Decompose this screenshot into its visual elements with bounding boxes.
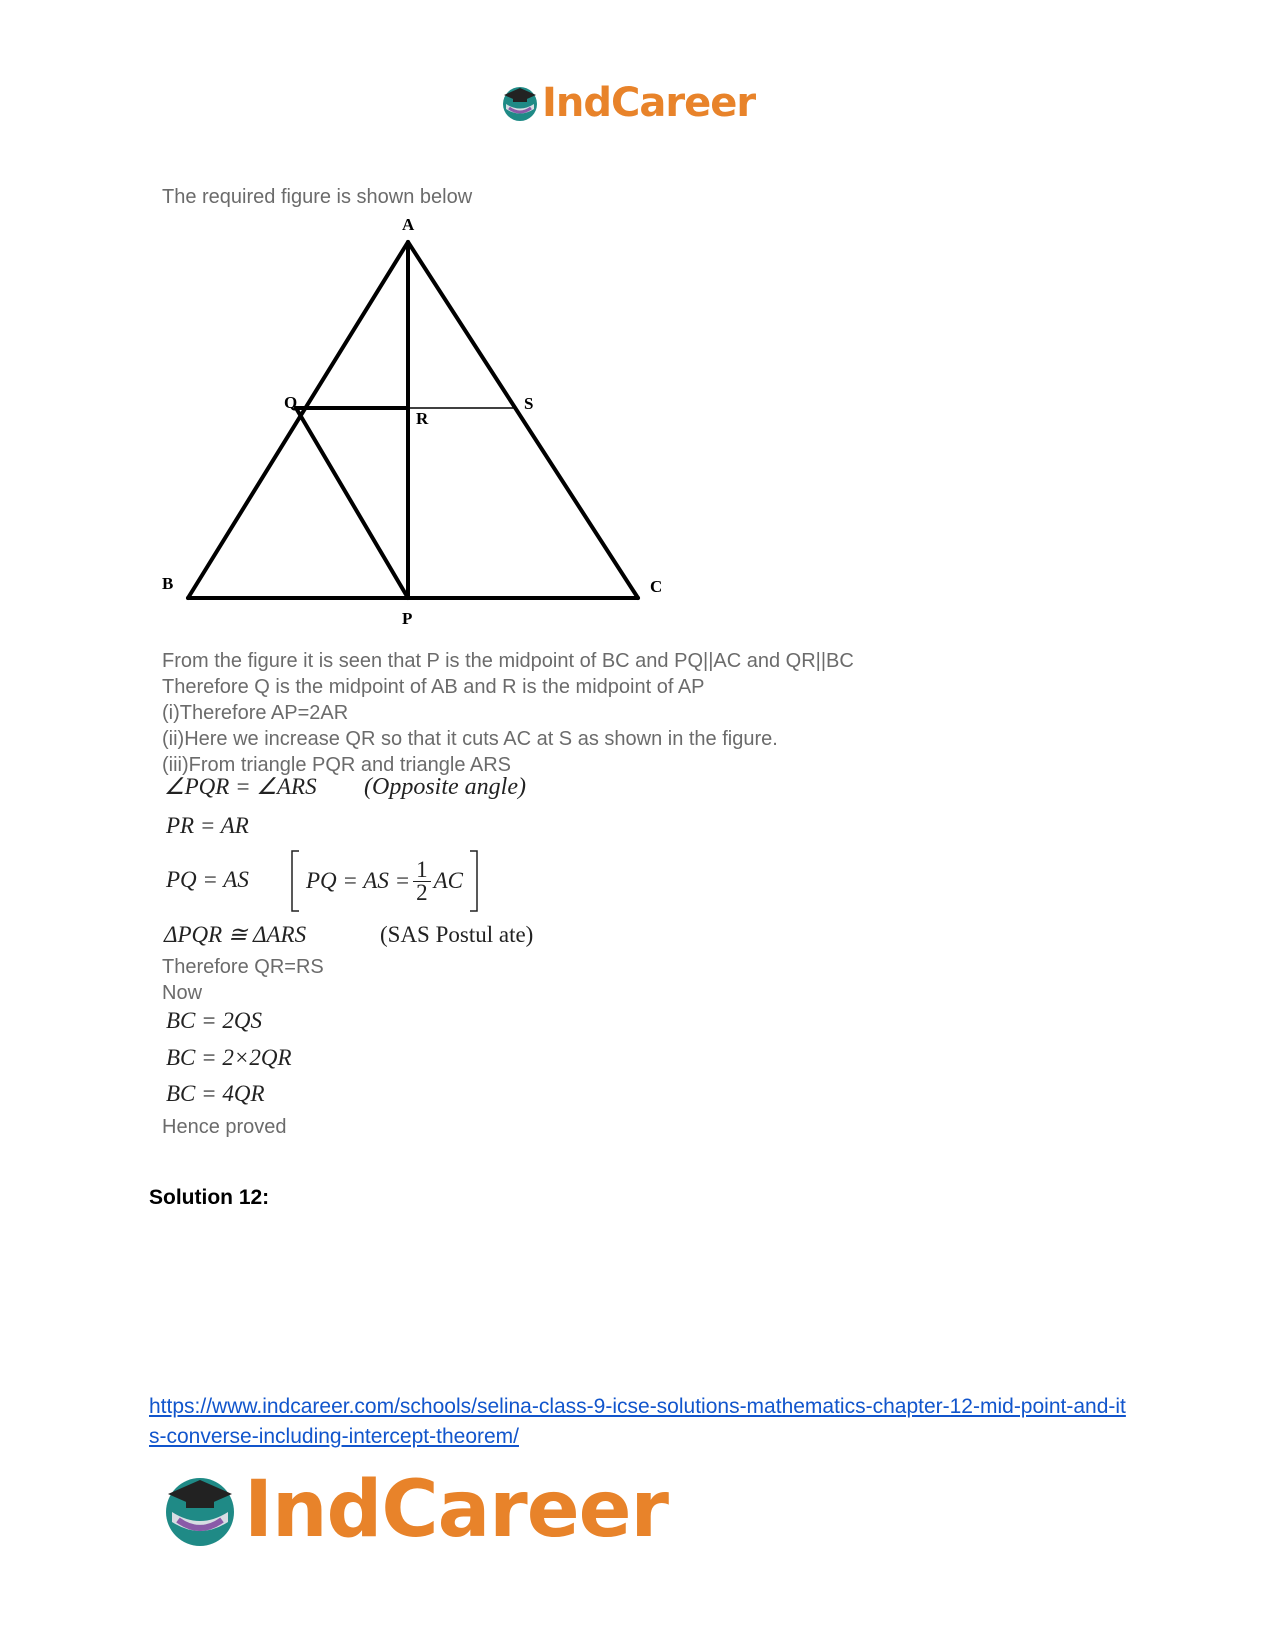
label-c: C xyxy=(650,577,663,596)
math-pr-ar: PR = AR xyxy=(166,813,249,838)
label-q: Q xyxy=(284,393,298,412)
segment-qp xyxy=(296,408,408,598)
logo-wordmark: IndCareer xyxy=(542,80,756,126)
therefore-qr-rs: Therefore QR=RS xyxy=(162,956,324,978)
bracket-rhs: AC xyxy=(433,868,463,893)
bracket-lhs: PQ = AS = xyxy=(306,868,411,893)
fraction-denominator: 2 xyxy=(416,879,428,905)
equation-line: BC = 2QS xyxy=(166,1008,263,1033)
proof-line: Therefore Q is the midpoint of AB and R is the midpoint of AP xyxy=(162,676,705,698)
label-a: A xyxy=(402,215,415,234)
hence-proved: Hence proved xyxy=(162,1116,287,1138)
proof-line: (iii)From triangle PQR and triangle ARS xyxy=(162,754,512,776)
fraction-numerator: 1 xyxy=(413,859,431,882)
footer-logo xyxy=(160,1465,668,1555)
proof-line: From the figure it is seen that P is the midpoint of BC and PQ||AC and QR||BC xyxy=(162,650,854,672)
fraction-one-half xyxy=(413,856,431,905)
graduation-globe-icon xyxy=(160,1470,240,1550)
math-bracket-expression xyxy=(290,850,479,912)
header-logo xyxy=(500,78,755,128)
proof-line: (ii)Here we increase QR so that it cuts AC at S as shown in the figure. xyxy=(162,728,778,750)
equation-line: BC = 4QR xyxy=(166,1081,265,1106)
proof-line: (i)Therefore AP=2AR xyxy=(162,702,349,724)
math-pq-as: PQ = AS xyxy=(166,867,249,892)
triangle-figure xyxy=(160,212,680,632)
source-link[interactable]: https://www.indcareer.com/schools/selina-class-9-icse-solutions-mathematics-chapter-12-mid-point-and-its-converse-including-intercept-theorem/ xyxy=(149,1395,1126,1448)
proof-statements xyxy=(162,648,854,778)
label-b: B xyxy=(162,574,174,593)
label-p: P xyxy=(402,609,413,628)
equation-line: BC = 2×2QR xyxy=(166,1045,292,1070)
bracket-left-icon xyxy=(290,850,300,912)
label-s: S xyxy=(524,394,534,413)
now-text: Now xyxy=(162,982,203,1004)
logo-wordmark: IndCareer xyxy=(244,1465,668,1555)
math-angle-note: (Opposite angle) xyxy=(364,774,526,800)
math-angle-equality: ∠PQR = ∠ARS xyxy=(164,774,317,799)
graduation-globe-icon xyxy=(500,83,540,123)
side-ac xyxy=(408,242,638,598)
solution-heading: Solution 12: xyxy=(149,1186,270,1209)
math-congruence: ΔPQR ≅ ΔARS xyxy=(164,922,307,947)
label-r: R xyxy=(416,409,429,428)
intro-text: The required figure is shown below xyxy=(162,186,473,208)
math-sas-note: (SAS Postul ate) xyxy=(380,922,534,947)
bracket-right-icon xyxy=(469,850,479,912)
